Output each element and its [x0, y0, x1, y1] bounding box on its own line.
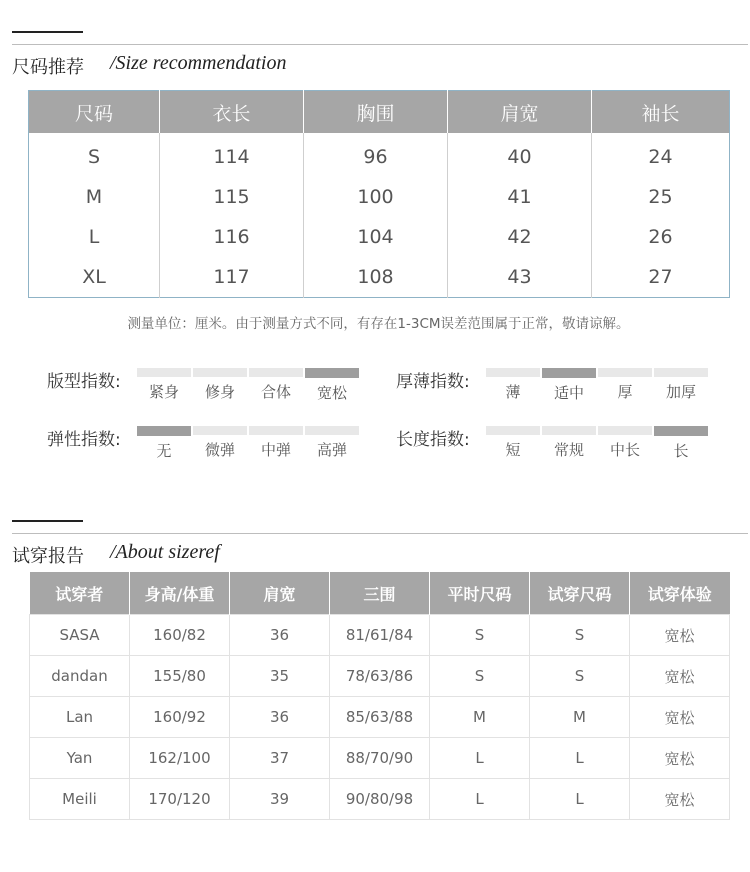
elasticity-index-scale: [137, 426, 361, 461]
index-segment: [654, 426, 708, 461]
thickness-index-label: 厚薄指数:: [396, 372, 470, 392]
tryon-cell: 宽松: [630, 738, 730, 779]
size-cell: 114: [160, 133, 304, 177]
index-segment: [542, 368, 596, 403]
tryon-cell: S: [530, 656, 630, 697]
index-option-label: 厚: [617, 383, 633, 401]
tryon-cell: 36: [230, 615, 330, 656]
fit-index-label: 版型指数:: [47, 372, 121, 392]
index-segment: [249, 426, 303, 461]
index-option-label: 常规: [553, 441, 584, 459]
table-row: [30, 615, 730, 656]
tryon-header-cell: 三围: [330, 572, 430, 615]
size-cell: L: [29, 217, 160, 257]
index-option-label: 紧身: [148, 383, 179, 401]
tryon-cell: S: [430, 615, 530, 656]
index-bar: [542, 426, 596, 435]
tryon-cell: 155/80: [130, 656, 230, 697]
size-cell: 27: [648, 266, 673, 288]
index-bar: [305, 368, 359, 378]
index-bar: [542, 368, 596, 378]
index-option-label: 高弹: [316, 441, 347, 459]
index-option-label: 宽松: [316, 384, 347, 402]
length-index-label: 长度指数:: [396, 430, 470, 450]
length-index-scale: [486, 426, 710, 461]
index-bar: [486, 426, 540, 435]
fit-index-scale: [137, 368, 361, 403]
section-divider-accent: [12, 31, 83, 33]
index-bar: [249, 426, 303, 435]
table-row: [30, 697, 730, 738]
table-row: [30, 779, 730, 820]
tryon-cell: L: [530, 738, 630, 779]
index-segment: [654, 368, 708, 403]
tryon-cell: 宽松: [630, 615, 730, 656]
index-option-label: 中长: [609, 441, 640, 459]
tryon-header-cell: 试穿尺码: [530, 572, 630, 615]
tryon-cell: 宽松: [630, 656, 730, 697]
size-cell: 41: [448, 177, 592, 217]
tryon-cell: 78/63/86: [330, 656, 430, 697]
index-bar: [137, 368, 191, 377]
size-cell: 100: [304, 177, 448, 217]
size-section-subtitle: /Size recommendation: [110, 52, 287, 74]
index-bar: [654, 426, 708, 436]
size-header-cell: 袖长: [592, 91, 730, 134]
index-option-label: 加厚: [665, 383, 696, 401]
index-bar: [305, 426, 359, 435]
tryon-cell: 85/63/88: [330, 697, 430, 738]
section-divider-accent: [12, 520, 83, 522]
size-cell: XL: [29, 257, 160, 298]
size-cell: 42: [448, 217, 592, 257]
index-segment: [193, 368, 247, 403]
index-segment: [486, 426, 540, 461]
index-segment: [137, 426, 191, 461]
index-bar: [654, 368, 708, 377]
index-option-label: 修身: [204, 383, 235, 401]
tryon-table-header: [30, 572, 730, 615]
table-row: [29, 217, 730, 257]
index-segment: [193, 426, 247, 461]
index-option-label: 中弹: [260, 441, 291, 459]
index-bar: [598, 368, 652, 377]
index-bar: [193, 368, 247, 377]
table-row: [29, 257, 730, 298]
section-divider: [12, 533, 748, 534]
tryon-cell: 160/92: [130, 697, 230, 738]
tryon-header-cell: 平时尺码: [430, 572, 530, 615]
tryon-cell: Yan: [30, 738, 130, 779]
tryon-section-subtitle: /About sizeref: [110, 541, 220, 563]
tryon-header-cell: 试穿者: [30, 572, 130, 615]
size-header-cell: 肩宽: [448, 91, 592, 134]
index-bar: [193, 426, 247, 435]
table-row: [29, 177, 730, 217]
tryon-cell: L: [430, 779, 530, 820]
tryon-cell: M: [530, 697, 630, 738]
size-cell: 25: [648, 186, 673, 208]
tryon-cell: S: [530, 615, 630, 656]
tryon-cell: M: [430, 697, 530, 738]
index-segment: [305, 426, 359, 461]
index-segment: [249, 368, 303, 403]
tryon-cell: 36: [230, 697, 330, 738]
tryon-cell: 88/70/90: [330, 738, 430, 779]
thickness-index-scale: [486, 368, 710, 403]
tryon-cell: 35: [230, 656, 330, 697]
size-section-title: 尺码推荐: [12, 57, 84, 78]
tryon-cell: 39: [230, 779, 330, 820]
tryon-cell: 160/82: [130, 615, 230, 656]
index-option-label: 薄: [505, 383, 521, 401]
tryon-cell: 宽松: [630, 779, 730, 820]
tryon-cell: Meili: [30, 779, 130, 820]
index-bar: [137, 426, 191, 436]
size-cell: 96: [304, 133, 448, 177]
tryon-cell: SASA: [30, 615, 130, 656]
size-cell: 24: [648, 146, 673, 168]
size-header-cell: 胸围: [304, 91, 448, 134]
section-divider: [12, 44, 748, 45]
size-cell: 115: [160, 177, 304, 217]
size-cell: 104: [304, 217, 448, 257]
index-segment: [542, 426, 596, 461]
size-header-cell: 衣长: [160, 91, 304, 134]
tryon-cell: 81/61/84: [330, 615, 430, 656]
index-option-label: 长: [673, 442, 689, 460]
tryon-cell: L: [530, 779, 630, 820]
tryon-section-title: 试穿报告: [12, 546, 84, 567]
tryon-cell: Lan: [30, 697, 130, 738]
index-segment: [598, 426, 652, 461]
tryon-cell: dandan: [30, 656, 130, 697]
index-option-label: 微弹: [204, 441, 235, 459]
table-row: [30, 656, 730, 697]
size-cell: 40: [448, 133, 592, 177]
index-segment: [137, 368, 191, 403]
index-bar: [249, 368, 303, 377]
tryon-header-cell: 试穿体验: [630, 572, 730, 615]
tryon-cell: 宽松: [630, 697, 730, 738]
index-option-label: 无: [156, 442, 172, 460]
index-option-label: 短: [505, 441, 521, 459]
size-table: [28, 90, 730, 298]
tryon-cell: S: [430, 656, 530, 697]
index-segment: [598, 368, 652, 403]
tryon-cell: L: [430, 738, 530, 779]
size-table-header: [29, 91, 730, 134]
size-header-cell: 尺码: [29, 91, 160, 134]
size-cell: 108: [304, 257, 448, 298]
tryon-cell: 162/100: [130, 738, 230, 779]
index-option-label: 适中: [553, 384, 584, 402]
tryon-cell: 90/80/98: [330, 779, 430, 820]
size-cell: 26: [648, 226, 673, 248]
size-cell: M: [29, 177, 160, 217]
tryon-header-cell: 肩宽: [230, 572, 330, 615]
size-cell: 116: [160, 217, 304, 257]
table-row: [29, 133, 730, 177]
tryon-cell: 170/120: [130, 779, 230, 820]
elasticity-index-label: 弹性指数:: [47, 430, 121, 450]
table-row: [30, 738, 730, 779]
size-cell: 43: [448, 257, 592, 298]
size-cell: S: [29, 133, 160, 177]
index-segment: [305, 368, 359, 403]
size-cell: 117: [160, 257, 304, 298]
index-option-label: 合体: [260, 383, 291, 401]
index-bar: [486, 368, 540, 377]
index-bar: [598, 426, 652, 435]
tryon-header-cell: 身高/体重: [130, 572, 230, 615]
tryon-table: [29, 572, 730, 820]
tryon-cell: 37: [230, 738, 330, 779]
index-segment: [486, 368, 540, 403]
measurement-note: 测量单位：厘米。由于测量方式不同，有存在1-3CM误差范围属于正常，敬请谅解。: [127, 316, 630, 332]
